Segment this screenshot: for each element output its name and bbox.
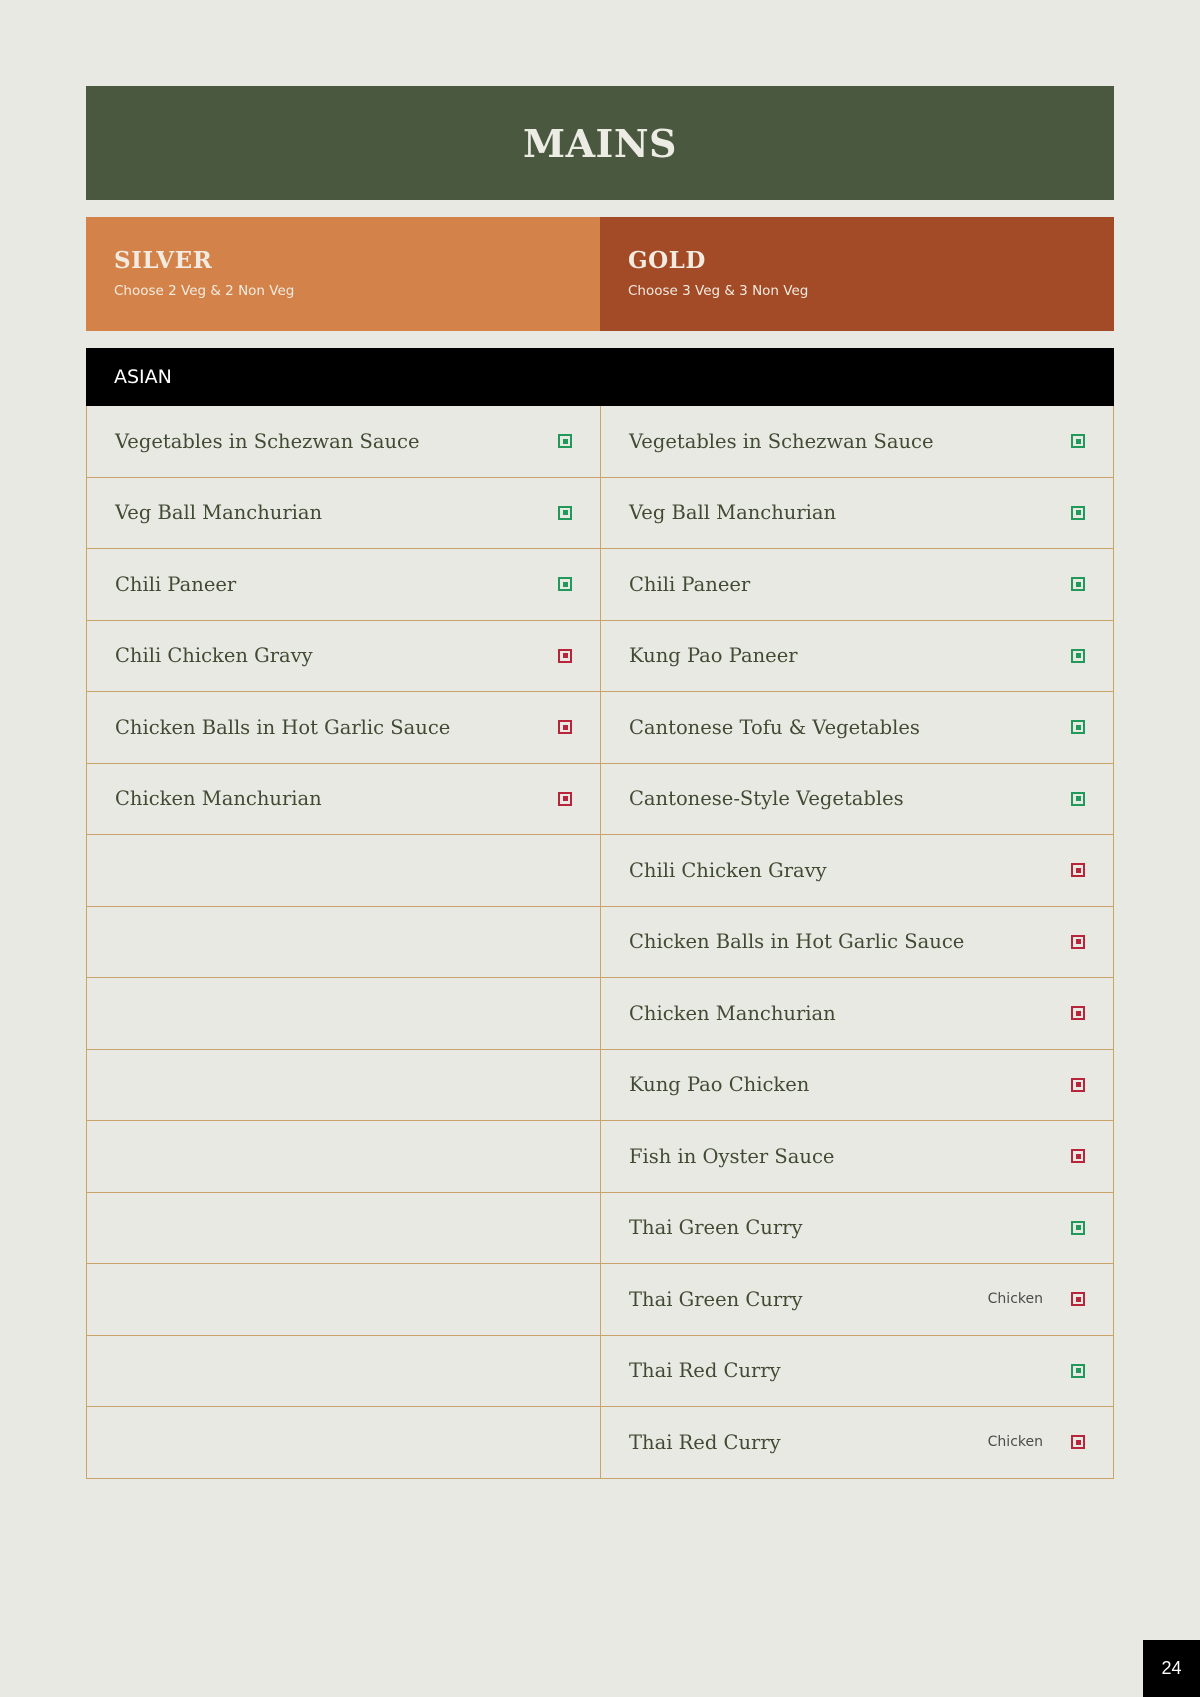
empty-cell	[86, 1121, 600, 1193]
veg-mark-icon	[1071, 649, 1085, 663]
menu-item	[86, 406, 600, 478]
table-row	[86, 907, 1114, 979]
empty-cell	[86, 835, 600, 907]
empty-cell	[86, 978, 600, 1050]
menu-item-name: Chicken Balls in Hot Garlic Sauce	[115, 715, 451, 739]
tier-gold-name: GOLD	[628, 247, 706, 274]
veg-mark-icon	[1071, 792, 1085, 806]
diet-mark-dot	[1076, 1225, 1081, 1230]
diet-mark-dot	[563, 653, 568, 658]
non-veg-mark-icon	[1071, 1078, 1085, 1092]
menu-item-name: Kung Pao Chicken	[629, 1073, 810, 1097]
tier-gold-description: Choose 3 Veg & 3 Non Veg	[628, 283, 809, 299]
non-veg-mark-icon	[558, 649, 572, 663]
table-row	[86, 406, 1114, 478]
menu-table	[86, 406, 1114, 1479]
diet-mark-dot	[1076, 939, 1081, 944]
empty-cell	[86, 1193, 600, 1265]
table-row	[86, 1336, 1114, 1408]
menu-item-name: Chili Chicken Gravy	[629, 858, 827, 882]
menu-item-name: Kung Pao Paneer	[629, 644, 798, 668]
menu-item-name: Chicken Balls in Hot Garlic Sauce	[629, 930, 965, 954]
diet-mark-dot	[563, 582, 568, 587]
menu-item-name: Thai Green Curry	[629, 1287, 803, 1311]
diet-mark-dot	[563, 510, 568, 515]
page-number-box	[1143, 1640, 1200, 1697]
tier-silver	[86, 217, 600, 331]
diet-mark-dot	[1076, 653, 1081, 658]
diet-mark-dot	[1076, 1011, 1081, 1016]
non-veg-mark-icon	[1071, 1006, 1085, 1020]
menu-item	[600, 549, 1114, 621]
menu-item-name: Veg Ball Manchurian	[629, 501, 837, 525]
diet-mark-dot	[1076, 510, 1081, 515]
menu-item-note: Chicken	[987, 1291, 1043, 1308]
diet-mark-dot	[563, 439, 568, 444]
non-veg-mark-icon	[558, 720, 572, 734]
menu-item-name: Fish in Oyster Sauce	[629, 1144, 835, 1168]
veg-mark-icon	[558, 577, 572, 591]
veg-mark-icon	[1071, 506, 1085, 520]
menu-item-name: Cantonese-Style Vegetables	[629, 787, 904, 811]
diet-mark-dot	[1076, 868, 1081, 873]
menu-item-name: Vegetables in Schezwan Sauce	[115, 429, 420, 453]
page-title: MAINS	[523, 120, 677, 166]
veg-mark-icon	[1071, 1221, 1085, 1235]
veg-mark-icon	[1071, 1364, 1085, 1378]
menu-item	[600, 692, 1114, 764]
diet-mark-dot	[1076, 1368, 1081, 1373]
table-row	[86, 692, 1114, 764]
non-veg-mark-icon	[1071, 863, 1085, 877]
menu-item	[600, 1407, 1114, 1479]
diet-mark-dot	[1076, 1297, 1081, 1302]
diet-mark-dot	[563, 796, 568, 801]
menu-item	[86, 478, 600, 550]
menu-item	[600, 1264, 1114, 1336]
empty-cell	[86, 907, 600, 979]
diet-mark-dot	[1076, 725, 1081, 730]
table-row	[86, 978, 1114, 1050]
menu-item	[86, 764, 600, 836]
diet-mark-dot	[1076, 1082, 1081, 1087]
menu-item-name: Chicken Manchurian	[629, 1001, 836, 1025]
menu-item-name: Chili Paneer	[629, 572, 751, 596]
tier-header-row	[86, 217, 1114, 331]
non-veg-mark-icon	[558, 792, 572, 806]
table-row	[86, 1193, 1114, 1265]
table-row	[86, 764, 1114, 836]
section-header	[86, 348, 1114, 406]
menu-item-name: Vegetables in Schezwan Sauce	[629, 429, 934, 453]
empty-cell	[86, 1407, 600, 1479]
table-row	[86, 1264, 1114, 1336]
diet-mark-dot	[1076, 1154, 1081, 1159]
non-veg-mark-icon	[1071, 1149, 1085, 1163]
menu-item-name: Thai Green Curry	[629, 1216, 803, 1240]
page-number: 24	[1161, 1658, 1182, 1678]
tier-silver-description: Choose 2 Veg & 2 Non Veg	[114, 283, 295, 299]
veg-mark-icon	[558, 506, 572, 520]
veg-mark-icon	[558, 434, 572, 448]
empty-cell	[86, 1336, 600, 1408]
menu-item	[86, 549, 600, 621]
menu-item	[600, 1121, 1114, 1193]
table-row	[86, 1407, 1114, 1479]
menu-item	[600, 1050, 1114, 1122]
non-veg-mark-icon	[1071, 1292, 1085, 1306]
menu-item-name: Thai Red Curry	[629, 1430, 781, 1454]
menu-item	[86, 621, 600, 693]
menu-item	[600, 621, 1114, 693]
menu-item-name: Chili Chicken Gravy	[115, 644, 313, 668]
table-row	[86, 549, 1114, 621]
table-row	[86, 1121, 1114, 1193]
non-veg-mark-icon	[1071, 1435, 1085, 1449]
table-row	[86, 621, 1114, 693]
diet-mark-dot	[1076, 796, 1081, 801]
table-row	[86, 478, 1114, 550]
diet-mark-dot	[1076, 1440, 1081, 1445]
menu-item	[600, 764, 1114, 836]
empty-cell	[86, 1050, 600, 1122]
non-veg-mark-icon	[1071, 935, 1085, 949]
menu-item-name: Chicken Manchurian	[115, 787, 322, 811]
table-row	[86, 835, 1114, 907]
diet-mark-dot	[1076, 439, 1081, 444]
veg-mark-icon	[1071, 434, 1085, 448]
menu-item	[600, 978, 1114, 1050]
menu-item	[600, 1336, 1114, 1408]
empty-cell	[86, 1264, 600, 1336]
menu-item	[600, 835, 1114, 907]
menu-item	[600, 907, 1114, 979]
veg-mark-icon	[1071, 577, 1085, 591]
menu-item	[86, 692, 600, 764]
menu-item	[600, 478, 1114, 550]
menu-item-name: Veg Ball Manchurian	[115, 501, 323, 525]
table-row	[86, 1050, 1114, 1122]
menu-item-name: Chili Paneer	[115, 572, 237, 596]
page-title-bar	[86, 86, 1114, 200]
menu-item	[600, 406, 1114, 478]
tier-silver-name: SILVER	[114, 247, 213, 274]
menu-item	[600, 1193, 1114, 1265]
diet-mark-dot	[1076, 582, 1081, 587]
diet-mark-dot	[563, 725, 568, 730]
menu-item-note: Chicken	[987, 1434, 1043, 1451]
menu-item-name: Cantonese Tofu & Vegetables	[629, 715, 920, 739]
menu-item-name: Thai Red Curry	[629, 1359, 781, 1383]
section-title: ASIAN	[114, 366, 172, 388]
tier-gold	[600, 217, 1114, 331]
veg-mark-icon	[1071, 720, 1085, 734]
